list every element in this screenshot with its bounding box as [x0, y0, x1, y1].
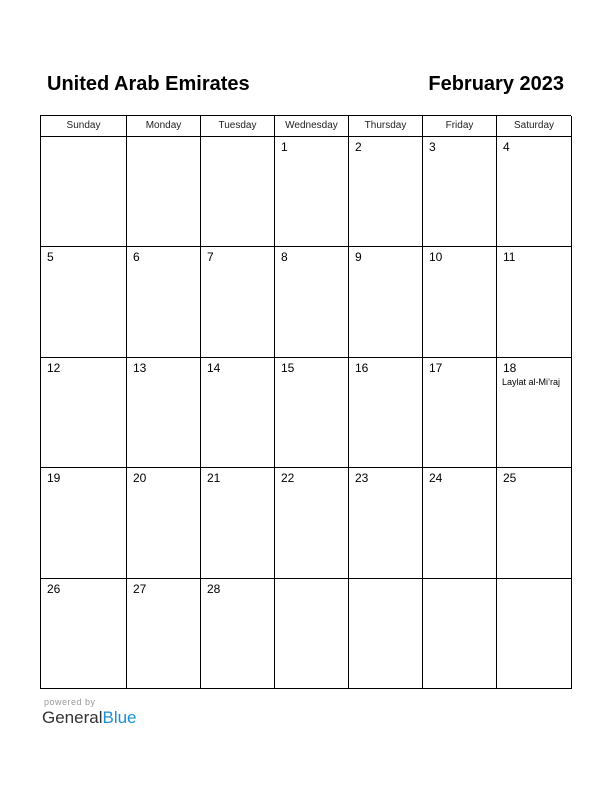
- day-cell-9: [349, 247, 423, 357]
- brand-logo-part-blue: Blue: [102, 708, 137, 727]
- weekday-header-wednesday: Wednesday: [275, 116, 349, 137]
- empty-day-cell: [349, 579, 423, 689]
- empty-day-cell: [127, 137, 201, 247]
- day-cell-6: [127, 247, 201, 357]
- day-cell-27: [127, 579, 201, 689]
- weekday-header-saturday: Saturday: [497, 116, 572, 137]
- day-cell-18: [497, 358, 572, 468]
- day-cell-8: [275, 247, 349, 357]
- brand-logo-part-general: General: [42, 708, 103, 727]
- holiday-label: Laylat al-Mi’raj: [502, 376, 561, 387]
- day-number: 14: [207, 360, 221, 375]
- day-number: 21: [207, 471, 221, 486]
- day-cell-16: [349, 358, 423, 468]
- empty-day-cell: [275, 579, 349, 689]
- day-number: 25: [503, 471, 517, 486]
- month-title: February 2023: [428, 73, 564, 95]
- day-number: 10: [429, 250, 443, 265]
- day-number: 26: [47, 581, 61, 596]
- day-cell-10: [423, 247, 497, 357]
- brand-logo: [42, 708, 137, 728]
- day-number: 12: [47, 360, 61, 375]
- day-number: 17: [429, 360, 443, 375]
- day-cell-2: [349, 137, 423, 247]
- day-number: 5: [47, 250, 54, 265]
- day-number: 3: [429, 140, 436, 154]
- day-number: 13: [133, 360, 147, 375]
- weekday-header-friday: Friday: [423, 116, 497, 137]
- day-number: 8: [281, 250, 288, 265]
- day-number: 1: [281, 140, 288, 154]
- day-number: 22: [281, 471, 295, 486]
- day-cell-20: [127, 468, 201, 578]
- day-cell-7: [201, 247, 275, 357]
- empty-day-cell: [201, 137, 275, 247]
- day-cell-14: [201, 358, 275, 468]
- day-cell-11: [497, 247, 572, 357]
- weekday-header-sunday: Sunday: [41, 116, 127, 137]
- day-cell-24: [423, 468, 497, 578]
- day-cell-12: [41, 358, 127, 468]
- day-number: 28: [207, 581, 221, 596]
- day-number: 4: [503, 140, 510, 154]
- day-cell-21: [201, 468, 275, 578]
- empty-day-cell: [423, 579, 497, 689]
- day-number: 16: [355, 360, 369, 375]
- weekday-header-tuesday: Tuesday: [201, 116, 275, 137]
- day-number: 23: [355, 471, 369, 486]
- day-cell-15: [275, 358, 349, 468]
- day-number: 9: [355, 250, 362, 265]
- day-number: 7: [207, 250, 214, 265]
- day-cell-13: [127, 358, 201, 468]
- day-number: 2: [355, 140, 362, 154]
- day-number: 27: [133, 581, 147, 596]
- day-cell-3: [423, 137, 497, 247]
- country-title: United Arab Emirates: [47, 73, 250, 95]
- day-cell-4: [497, 137, 572, 247]
- day-cell-5: [41, 247, 127, 357]
- day-cell-19: [41, 468, 127, 578]
- day-cell-22: [275, 468, 349, 578]
- day-number: 24: [429, 471, 443, 486]
- day-number: 6: [133, 250, 140, 265]
- powered-by-label: powered by: [44, 697, 96, 707]
- day-cell-23: [349, 468, 423, 578]
- day-cell-1: [275, 137, 349, 247]
- day-number: 20: [133, 471, 147, 486]
- day-number: 18: [503, 360, 517, 375]
- day-number: 11: [503, 250, 516, 265]
- day-cell-25: [497, 468, 572, 578]
- weekday-header-thursday: Thursday: [349, 116, 423, 137]
- day-cell-17: [423, 358, 497, 468]
- empty-day-cell: [497, 579, 572, 689]
- day-cell-26: [41, 579, 127, 689]
- calendar-grid: [40, 115, 571, 689]
- day-number: 19: [47, 471, 61, 486]
- day-cell-28: [201, 579, 275, 689]
- empty-day-cell: [41, 137, 127, 247]
- day-number: 15: [281, 360, 295, 375]
- weekday-header-monday: Monday: [127, 116, 201, 137]
